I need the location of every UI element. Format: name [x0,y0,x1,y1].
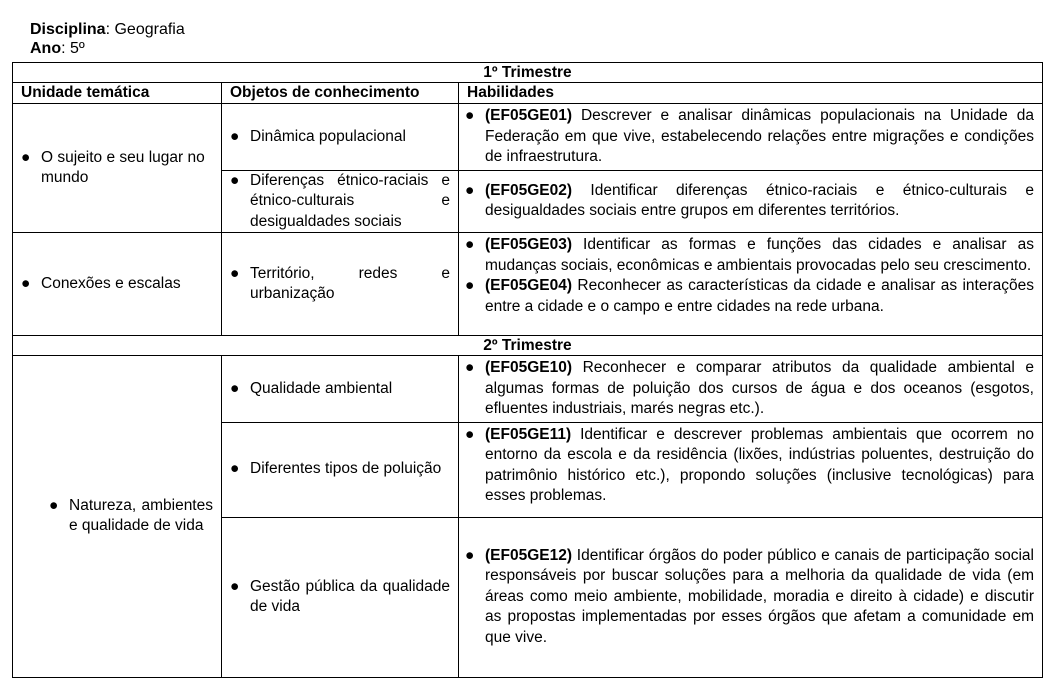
bullet-icon: ● [21,274,31,292]
unit-cell-3 [13,356,222,678]
object-cell-4 [222,356,459,423]
bullet-icon: ● [465,236,475,253]
trimester-2-heading: 2º Trimestre [13,336,1043,356]
skill-text: Reconhecer as características da cidade e analisar as interações entre a cidade e o campo e entre cidades na rede urbana. [485,277,1034,315]
bullet-icon: ● [465,546,475,564]
skill-cell-1 [459,104,1043,171]
bullet-icon: ● [230,171,240,189]
disciplina-label: Disciplina [30,21,106,38]
object-label-6: Gestão pública da qualidade de vida [250,577,450,615]
trimester-1-heading: 1º Trimestre [13,63,1043,83]
bullet-icon: ● [465,107,475,124]
ano-value: : 5º [61,40,85,57]
bullet-icon: ● [230,460,240,478]
bullet-icon: ● [230,577,240,595]
column-header-objetos: Objetos de conhecimento [222,83,459,104]
column-header-unidade: Unidade temática [13,83,222,104]
ano-line [30,39,185,58]
object-cell-5 [222,422,459,517]
unit-label-1: O sujeito e seu lugar no mundo [41,148,205,186]
bullet-icon: ● [465,425,475,443]
object-cell-6 [222,517,459,677]
bullet-icon: ● [49,496,59,514]
unit-cell-1 [13,104,222,233]
document-header [30,20,185,58]
skill-text: Identificar as formas e funções das cidades e analisar as mudanças sociais, econômicas e ambientais provocadas pelo seu crescimento. [485,236,1034,274]
skill-cell-7 [459,517,1043,677]
disciplina-value: : Geografia [105,21,185,38]
object-label-5: Diferentes tipos de poluição [250,460,442,478]
unit-cell-2 [13,233,222,336]
object-cell-1 [222,104,459,171]
skill-cell-2 [459,170,1043,233]
disciplina-line [30,20,185,39]
skill-cell-5 [459,356,1043,423]
object-label-4: Qualidade ambiental [250,379,393,397]
curriculum-table [12,62,1043,678]
object-label-1: Dinâmica populacional [250,127,406,145]
skill-text: Identificar diferenças étnico-raciais e étnico-culturais e desigualdades sociais entre grupos em diferentes territórios. [485,181,1034,220]
skill-text: Descrever e analisar dinâmicas populacionais na Unidade da Federação em que vive, estabelecendo relações entre migrações e condições de infraestrutura. [485,107,1034,165]
skill-code: (EF05GE10) [485,359,573,376]
skill-text: Identificar e descrever problemas ambientais que ocorrem no entorno da escola e da residência (lixões, indústrias poluentes, destruição do patrimônio histórico etc.), propondo soluções (inclusive tecnológicas) para esses problemas. [485,425,1034,504]
skill-text: Reconhecer e comparar atributos da qualidade ambiental e algumas formas de poluição dos cursos de água e dos oceanos (esgotos, efluentes industriais, marés negras etc.). [485,359,1034,417]
skill-text: Identificar órgãos do poder público e canais de participação social responsáveis por buscar soluções para a melhoria da qualidade de vida (em áreas como meio ambiente, mobilidade, moradia e direito à cidade) e discutir as propostas implementadas por esses órgãos que afetam a comunidade em que vive. [485,546,1034,646]
bullet-icon: ● [465,359,475,376]
object-label-3: Território, redes e urbanização [250,264,450,302]
skill-code: (EF05GE01) [485,107,573,124]
skill-cell-3 [459,233,1043,336]
bullet-icon: ● [230,264,240,282]
object-cell-3 [222,233,459,336]
unit-label-3: Natureza, ambientes e qualidade de vida [69,496,213,535]
bullet-icon: ● [230,127,240,145]
bullet-icon: ● [21,148,31,166]
skill-code: (EF05GE03) [485,236,573,253]
bullet-icon: ● [465,181,475,199]
bullet-icon: ● [230,379,240,397]
unit-label-2: Conexões e escalas [41,274,181,292]
bullet-icon: ● [465,277,475,294]
skill-code: (EF05GE12) [485,546,573,564]
skill-code: (EF05GE11) [485,425,572,443]
skill-code: (EF05GE02) [485,181,573,199]
column-header-habilidades: Habilidades [459,83,1043,104]
skill-cell-6 [459,422,1043,517]
object-cell-2 [222,170,459,233]
object-label-2: Diferenças étnico-raciais e étnico-culturais e desigualdades sociais [250,171,450,230]
ano-label: Ano [30,40,62,57]
skill-code: (EF05GE04) [485,277,573,294]
